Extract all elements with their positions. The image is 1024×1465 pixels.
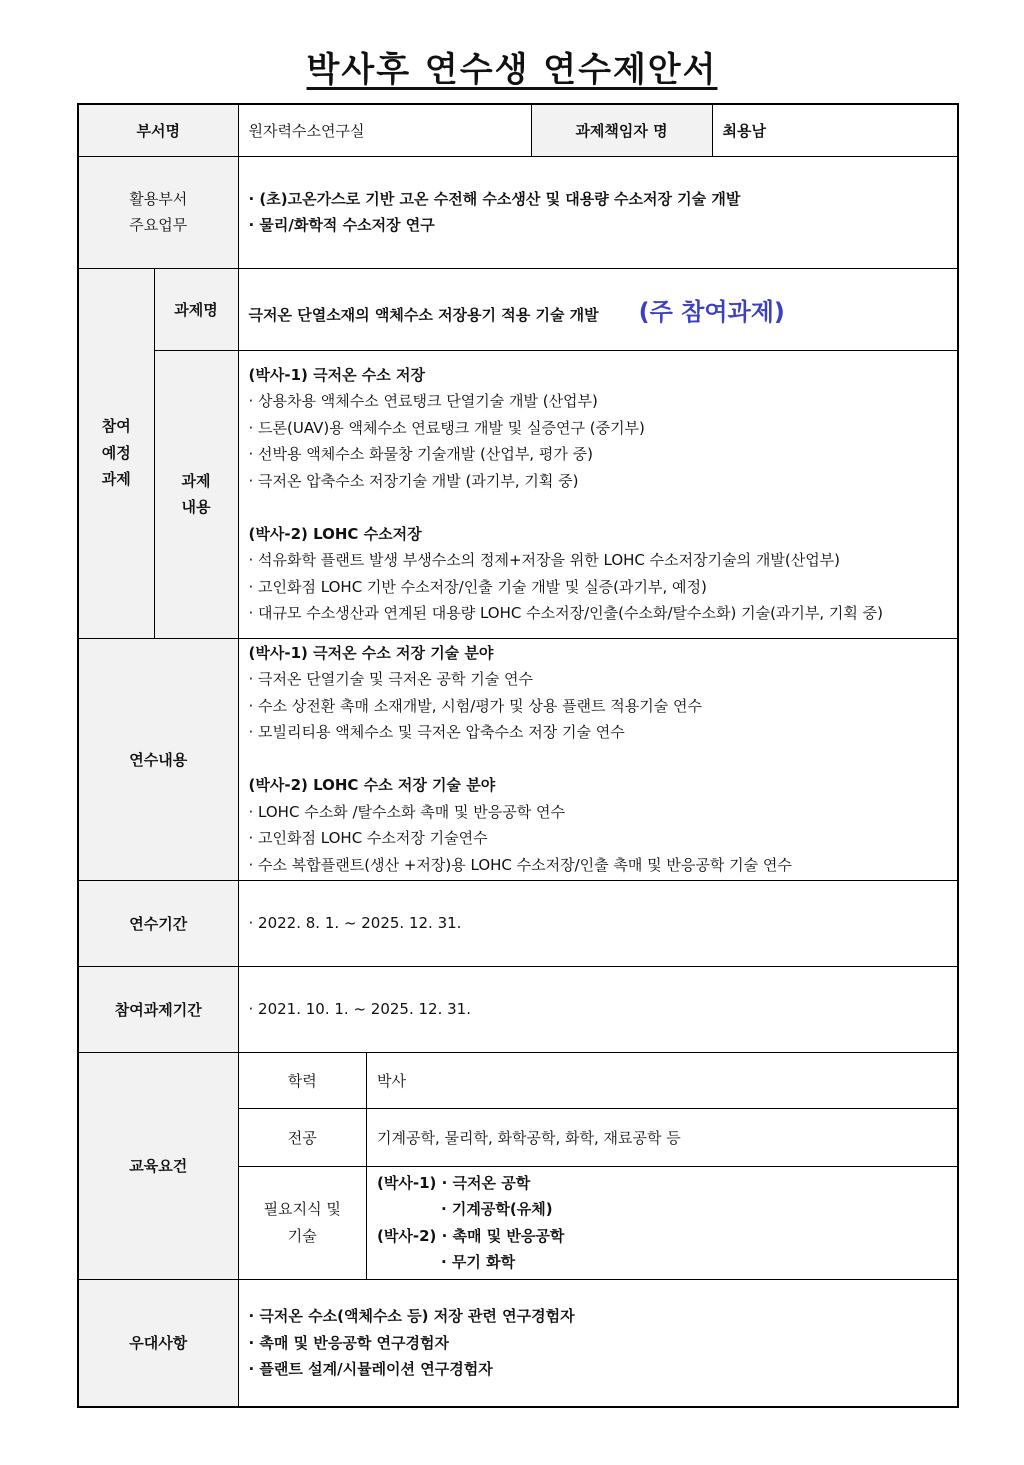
degree-value: 박사	[367, 1053, 958, 1109]
education-label: 교육요건	[78, 1052, 238, 1279]
preference-item: · 촉매 및 반응공학 연구경험자	[248, 1333, 449, 1352]
project-item: · 대규모 수소생산과 연계된 대용량 LOHC 수소저장/인출(수소화/탈수소화) 기술(과기부, 기획 중)	[248, 604, 884, 622]
preference-row	[78, 1279, 958, 1407]
training-item: · 수소 복합플랜트(생산 +저장)용 LOHC 수소저장/인출 촉매 및 반응공학 기술 연수	[248, 855, 792, 874]
project-item: · 극저온 압축수소 저장기술 개발 (과기부, 기획 중)	[248, 471, 579, 490]
major-label: 전공	[239, 1109, 367, 1167]
education-details	[238, 1052, 958, 1279]
skills-label: 필요지식 및 기술	[239, 1167, 367, 1279]
project-period-row	[78, 966, 958, 1052]
project-name-value: 극저온 단열소재의 액체수소 저장용기 적용 기술 개발 (주 참여과제)	[238, 268, 958, 350]
training-item: · 모빌리티용 액체수소 및 극저온 압축수소 저장 기술 연수	[248, 723, 625, 742]
manager-label: 과제책임자 명	[531, 104, 712, 156]
project-item: · 고인화점 LOHC 기반 수소저장/인출 기술 개발 및 실증(과기부, 예정)	[248, 577, 707, 596]
project-group-title: (박사-1) 극저온 수소 저장	[248, 365, 425, 384]
education-row	[78, 1052, 958, 1279]
major-value: 기계공학, 물리학, 화학공학, 화학, 재료공학 등	[367, 1109, 958, 1167]
project-item: · 상용차용 액체수소 연료탱크 단열기술 개발 (산업부)	[248, 392, 598, 410]
training-row	[78, 638, 958, 880]
preference-content	[238, 1279, 958, 1407]
project-content-label: 과제 내용	[154, 350, 238, 638]
period-row	[78, 880, 958, 966]
duties-row	[78, 156, 958, 268]
training-item: · LOHC 수소화 /탈수소화 촉매 및 반응공학 연수	[248, 802, 565, 821]
main-project-note: (주 참여과제)	[638, 297, 785, 326]
training-item: · 고인화점 LOHC 수소저장 기술연수	[248, 829, 488, 848]
project-period-label: 참여과제기간	[78, 966, 238, 1052]
duties-label: 활용부서 주요업무	[78, 156, 238, 268]
training-content	[238, 638, 958, 880]
project-item: · 드론(UAV)용 액체수소 연료탱크 개발 및 실증연구 (중기부)	[248, 418, 645, 437]
period-value: · 2022. 8. 1. ~ 2025. 12. 31.	[238, 880, 958, 966]
manager-value: 최용남	[712, 104, 958, 156]
duties-line: · (초)고온가스로 기반 고온 수전해 수소생산 및 대용량 수소저장 기술 개발	[248, 189, 741, 208]
degree-label: 학력	[239, 1053, 367, 1109]
dept-value: 원자력수소연구실	[238, 104, 531, 156]
project-period-value: · 2021. 10. 1. ~ 2025. 12. 31.	[238, 966, 958, 1052]
project-section-label: 참여 예정 과제	[78, 268, 154, 638]
preference-item: · 극저온 수소(액체수소 등) 저장 관련 연구경험자	[248, 1307, 575, 1325]
preference-item: · 플랜트 설계/시뮬레이션 연구경험자	[248, 1360, 493, 1378]
training-group-title: (박사-2) LOHC 수소 저장 기술 분야	[248, 776, 496, 795]
skill-item: · 무기 화학	[441, 1253, 516, 1272]
skill-item: · 기계공학(유체)	[441, 1200, 553, 1219]
duties-content	[238, 156, 958, 268]
training-group-title: (박사-1) 극저온 수소 저장 기술 분야	[248, 643, 494, 662]
skill-item: (박사-2) · 촉매 및 반응공학	[377, 1226, 565, 1245]
project-group-title: (박사-2) LOHC 수소저장	[248, 524, 422, 543]
skills-value	[367, 1167, 958, 1279]
project-content-row	[78, 350, 958, 638]
project-name-label: 과제명	[154, 268, 238, 350]
skill-item: (박사-1) · 극저온 공학	[377, 1173, 531, 1192]
project-content	[238, 350, 958, 638]
project-name-row	[78, 268, 958, 350]
period-label: 연수기간	[78, 880, 238, 966]
training-item: · 수소 상전환 촉매 소재개발, 시험/평가 및 상용 플랜트 적용기술 연수	[248, 696, 703, 715]
duties-line: · 물리/화학적 수소저장 연구	[248, 216, 435, 234]
project-item: · 석유화학 플랜트 발생 부생수소의 정제+저장을 위한 LOHC 수소저장기술의 개발(산업부)	[248, 551, 841, 569]
training-label: 연수내용	[78, 638, 238, 880]
dept-row	[78, 104, 958, 156]
dept-label: 부서명	[78, 104, 238, 156]
preference-label: 우대사항	[78, 1279, 238, 1407]
proposal-table	[77, 103, 959, 1408]
page-title: 박사후 연수생 연수제안서	[306, 50, 718, 90]
training-item: · 극저온 단열기술 및 극저온 공학 기술 연수	[248, 670, 533, 689]
project-item: · 선박용 액체수소 화물창 기술개발 (산업부, 평가 중)	[248, 445, 593, 463]
